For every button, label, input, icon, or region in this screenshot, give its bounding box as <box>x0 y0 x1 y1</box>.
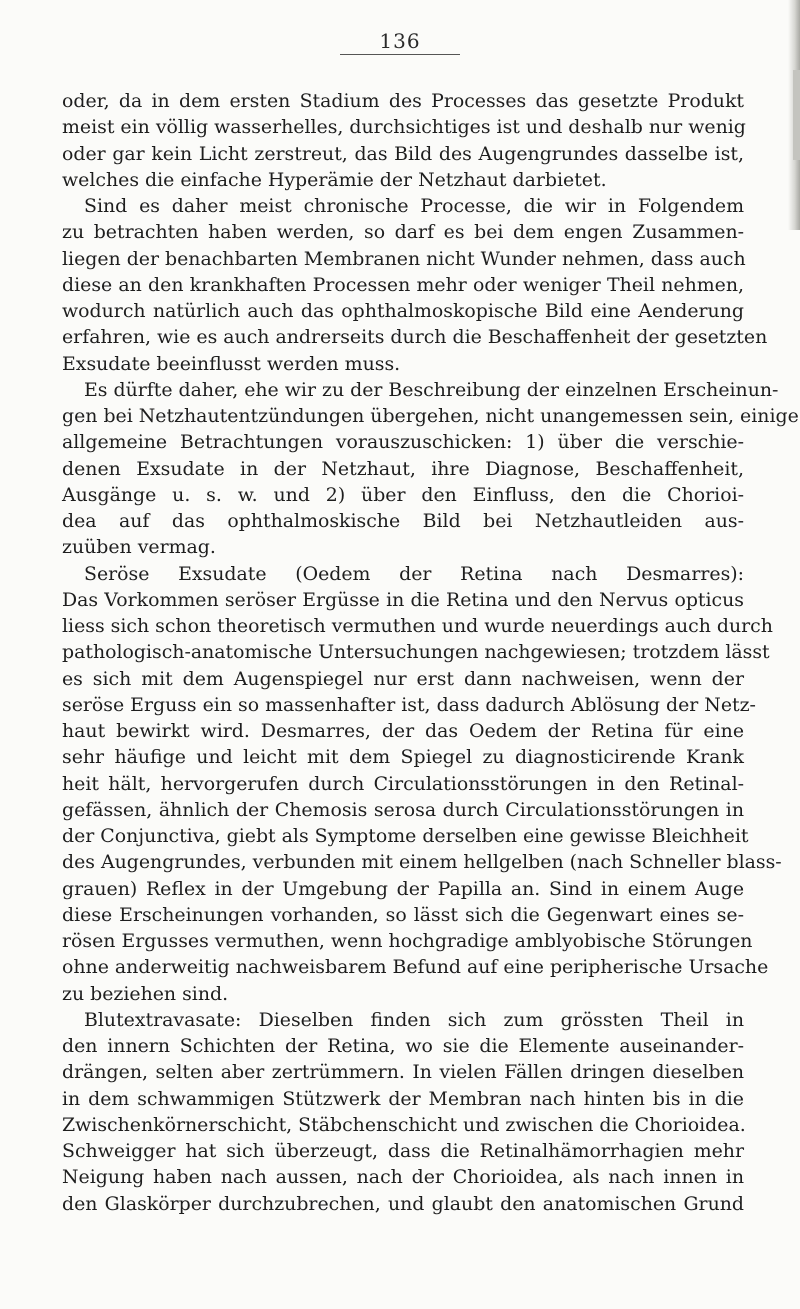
text-line: gefässen, ähnlich der Chemosis serosa durch Circulationsstörungen in <box>62 798 744 821</box>
text-line: oder, da in dem ersten Stadium des Processes das gesetzte Produkt <box>62 90 744 112</box>
text-line: zu beziehen sind. <box>62 982 229 1005</box>
text-line: Schweigger hat sich überzeugt, dass die Retinalhämorrhagien mehr <box>62 1140 744 1162</box>
text-line: grauen) Reflex in der Umgebung der Papilla an. Sind in einem Auge <box>62 877 744 900</box>
text-line: meist ein völlig wasserhelles, durchsichtiges ist und deshalb nur wenig <box>62 116 746 139</box>
text-line: Seröse Exsudate (Oedem der Retina nach Desmarres): <box>84 562 744 585</box>
body-text <box>62 88 799 1217</box>
text-line: der Conjunctiva, giebt als Symptome derselben eine gewisse Bleichheit <box>62 825 749 847</box>
text-line: drängen, selten aber zertrümmern. In vielen Fällen dringen dieselben <box>62 1061 744 1084</box>
text-line: den Glaskörper durchzubrechen, und glaubt den anatomischen Grund <box>62 1192 744 1215</box>
text-line: Das Vorkommen seröser Ergüsse in die Retina und den Nervus opticus <box>62 588 744 611</box>
text-line: in dem schwammigen Stützwerk der Membran nach hinten bis in die <box>62 1087 744 1110</box>
text-line: seröse Erguss ein so massenhafter ist, dass dadurch Ablösung der Netz- <box>62 693 756 716</box>
text-line: diese an den krankhaften Processen mehr oder weniger Theil nehmen, <box>62 273 744 296</box>
text-line: liegen der benachbarten Membranen nicht Wunder nehmen, dass auch <box>62 247 746 270</box>
text-line: diese Erscheinungen vorhanden, so lässt sich die Gegenwart eines se- <box>62 903 744 926</box>
text-line: pathologisch-anatomische Untersuchungen nachgewiesen; trotzdem lässt <box>62 641 770 664</box>
text-line: gen bei Netzhautentzündungen übergehen, nicht unangemessen sein, einige <box>62 405 799 427</box>
page-number: 136 <box>340 28 460 55</box>
text-line: Neigung haben nach aussen, nach der Chorioidea, als nach innen in <box>62 1166 744 1189</box>
text-line: wodurch natürlich auch das ophthalmoskopische Bild eine Aenderung <box>62 300 744 322</box>
text-line: es sich mit dem Augenspiegel nur erst dann nachweisen, wenn der <box>62 667 744 690</box>
text-line: den innern Schichten der Retina, wo sie die Elemente auseinander- <box>62 1035 744 1057</box>
text-line: liess sich schon theoretisch vermuthen und wurde neuerdings auch durch <box>62 615 773 637</box>
text-line: Zwischenkörnerschicht, Stäbchenschicht und zwischen die Chorioidea. <box>62 1113 746 1136</box>
text-line: Es dürfte daher, ehe wir zu der Beschreibung der einzelnen Erscheinun- <box>84 378 779 401</box>
text-line: des Augengrundes, verbunden mit einem hellgelben (nach Schneller blass- <box>62 851 782 874</box>
text-line: haut bewirkt wird. Desmarres, der das Oedem der Retina für eine <box>62 720 744 742</box>
text-line: sehr häufige und leicht mit dem Spiegel zu diagnosticirende Krank <box>62 746 744 769</box>
text-line: welches die einfache Hyperämie der Netzhaut darbietet. <box>62 168 607 191</box>
text-line: dea auf das ophthalmoskische Bild bei Netzhautleiden aus- <box>62 510 744 532</box>
text-line: rösen Ergusses vermuthen, wenn hochgradige amblyobische Störungen <box>62 930 753 952</box>
text-line: oder gar kein Licht zerstreut, das Bild des Augengrundes dasselbe ist, <box>62 142 744 165</box>
text-line: Ausgänge u. s. w. und 2) über den Einfluss, den die Chorioi- <box>62 483 744 506</box>
text-line: Sind es daher meist chronische Processe, die wir in Folgendem <box>84 195 744 217</box>
text-line: zuüben vermag. <box>62 536 216 559</box>
text-line: erfahren, wie es auch andrerseits durch die Beschaffenheit der gesetzten <box>62 326 768 349</box>
text-line: ohne anderweitig nachweisbarem Befund auf eine peripherische Ursache <box>62 956 769 979</box>
scan-edge-dark-band <box>793 70 800 160</box>
text-line: denen Exsudate in der Netzhaut, ihre Diagnose, Beschaffenheit, <box>62 457 744 480</box>
text-line: heit hält, hervorgerufen durch Circulationsstörungen in den Retinal- <box>62 772 744 795</box>
text-line: Exsudate beeinflusst werden muss. <box>62 352 401 375</box>
text-line: Blutextravasate: Dieselben finden sich zum grössten Theil in <box>84 1008 744 1031</box>
text-line: zu betrachten haben werden, so darf es bei dem engen Zusammen- <box>62 221 744 244</box>
text-line: allgemeine Betrachtungen vorauszuschicken: 1) über die verschie- <box>62 431 744 454</box>
